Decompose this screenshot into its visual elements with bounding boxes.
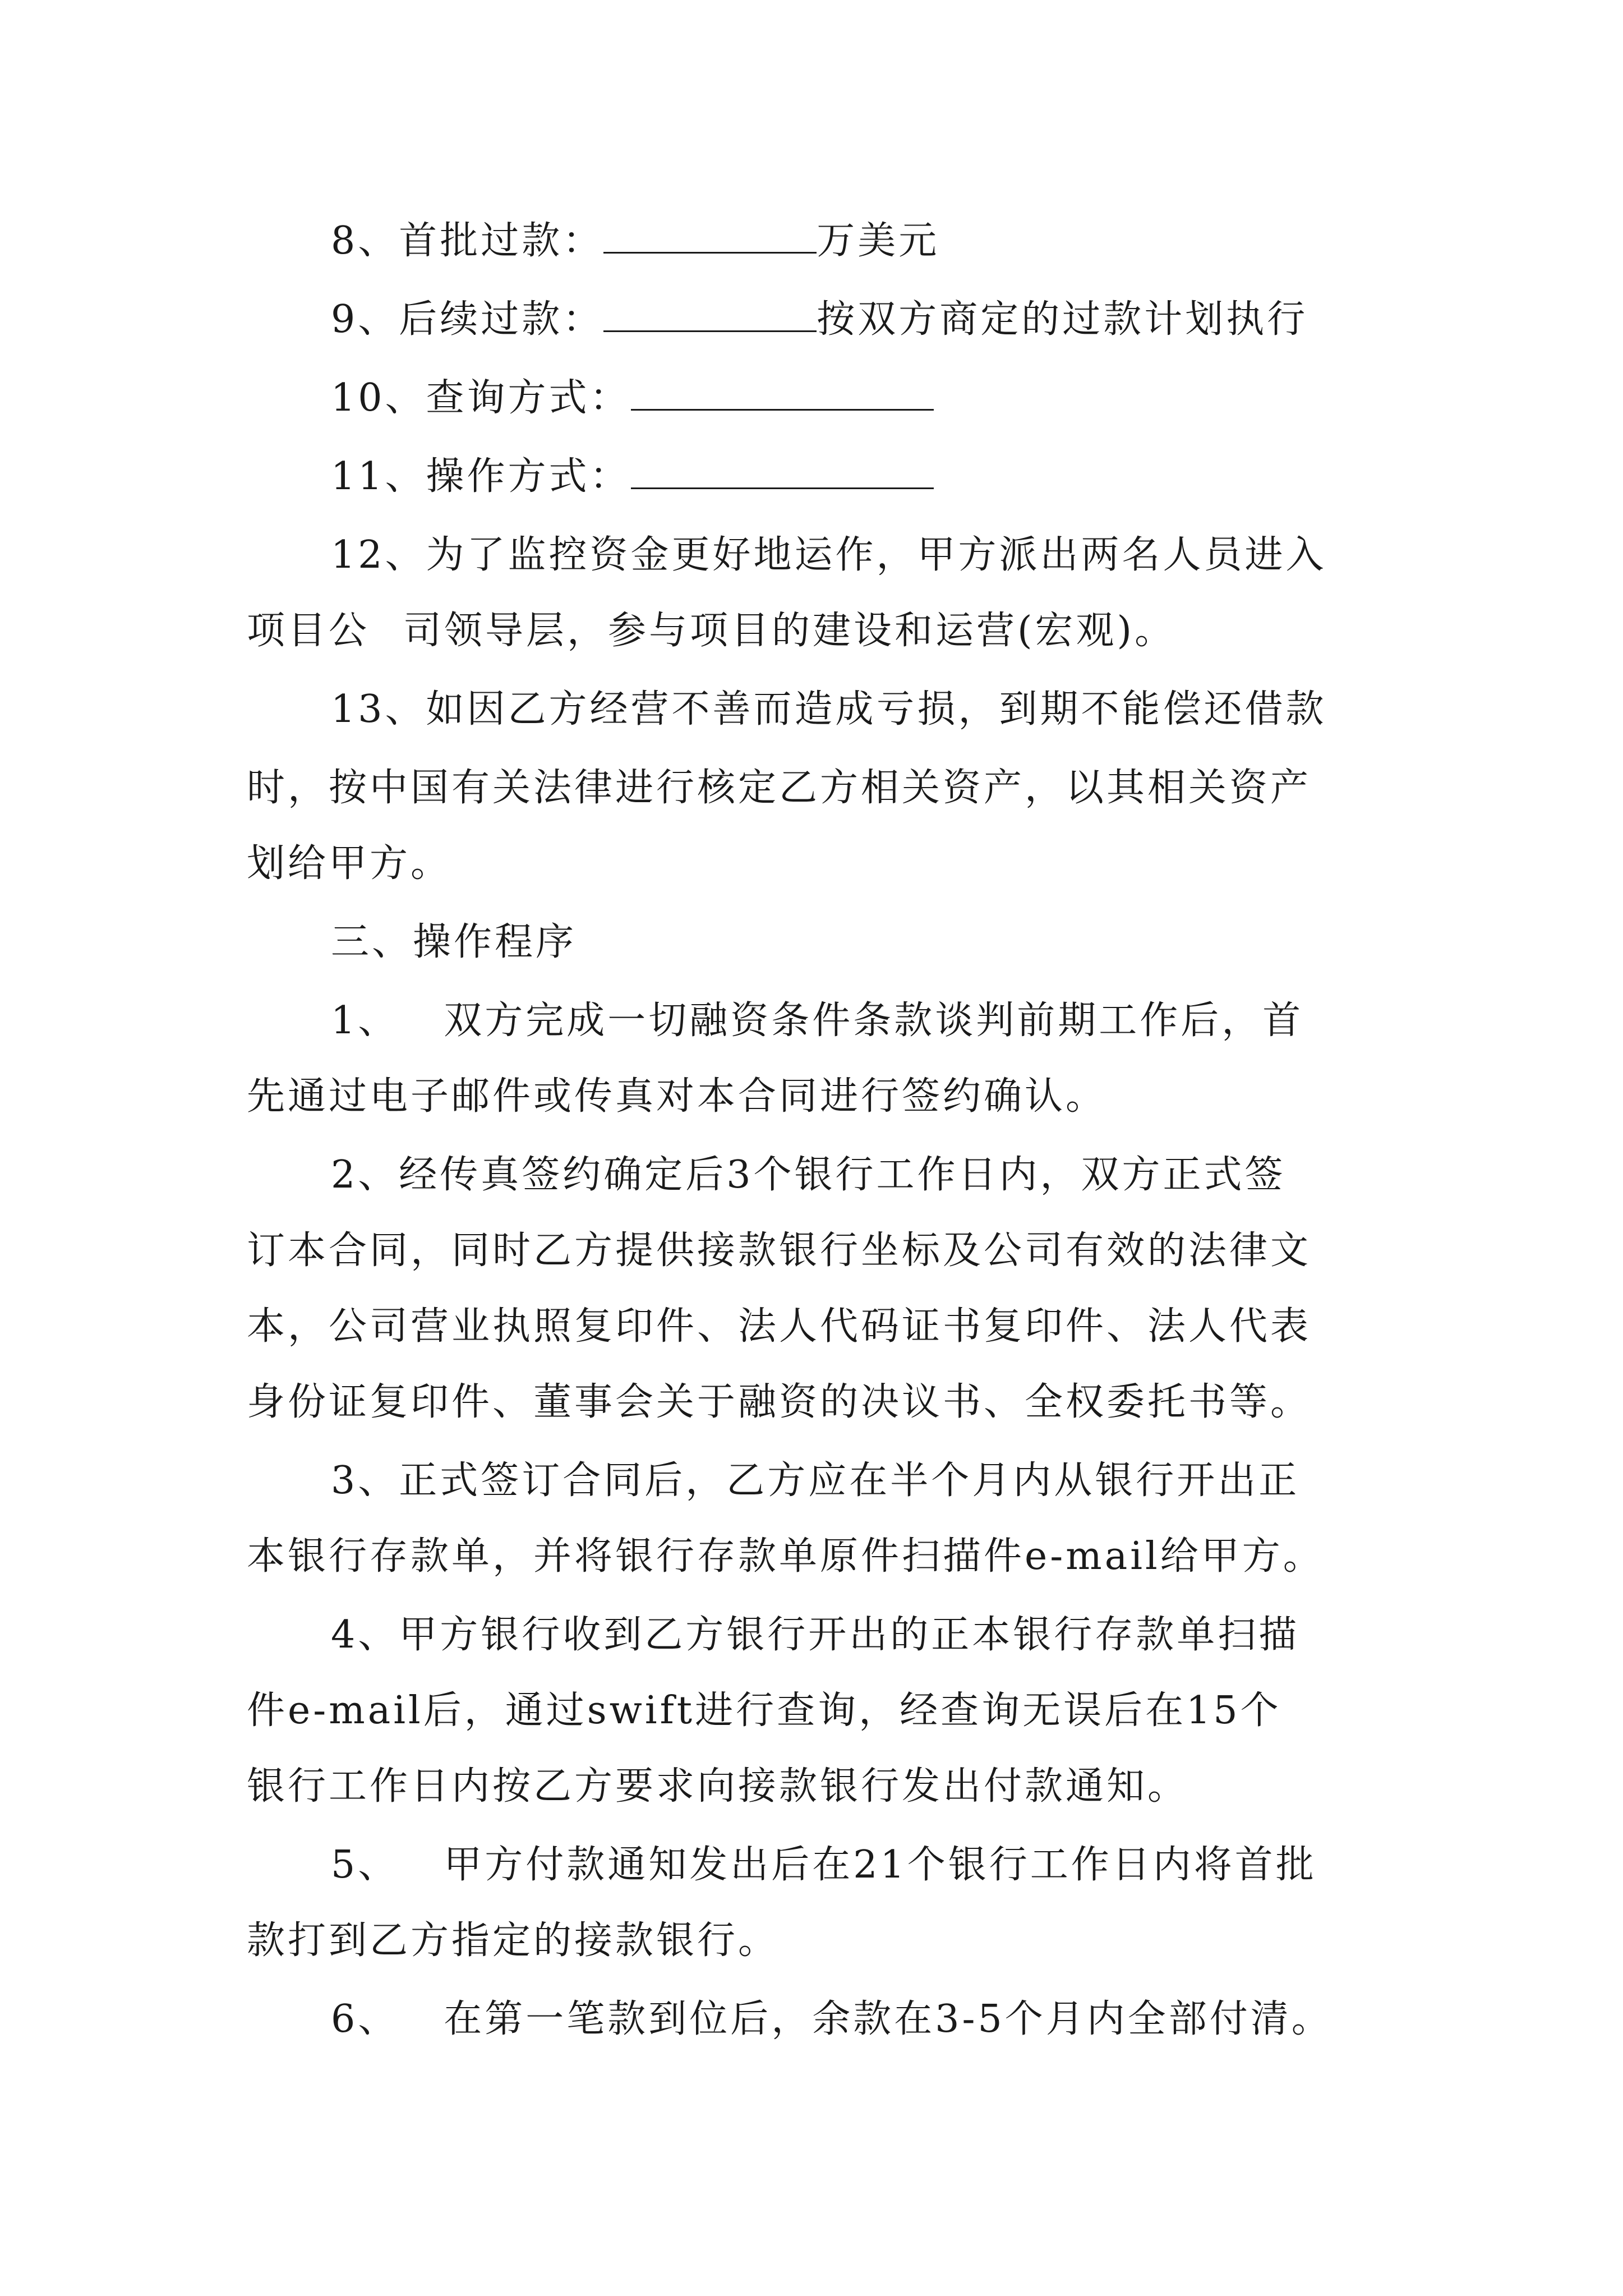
clause-9-label: 9、后续过款： bbox=[331, 297, 604, 342]
step-4-line-3: 银行工作日内按乙方要求向接款银行发出付款通知。 bbox=[247, 1764, 1189, 1809]
blank-field-first-payment bbox=[603, 219, 817, 254]
step-2-line-3: 本，公司营业执照复印件、法人代码证书复印件、法人代表 bbox=[247, 1304, 1312, 1349]
step-5-line-1 bbox=[331, 1843, 1317, 1888]
clause-8-suffix: 万美元 bbox=[817, 219, 940, 263]
step-5-number: 5、 bbox=[331, 1843, 399, 1887]
clause-10 bbox=[331, 376, 934, 421]
clause-8-label: 8、首批过款： bbox=[331, 219, 604, 263]
clause-8 bbox=[331, 219, 939, 264]
step-6-text: 在第一笔款到位后，余款在3-5个月内全部付清。 bbox=[444, 1997, 1332, 2041]
clause-11-label: 11、操作方式： bbox=[331, 454, 631, 499]
step-2-line-2: 订本合同，同时乙方提供接款银行坐标及公司有效的法律文 bbox=[247, 1228, 1312, 1273]
step-4-line-1: 4、甲方银行收到乙方银行开出的正本银行存款单扫描 bbox=[331, 1613, 1300, 1657]
step-6-line-1 bbox=[331, 1997, 1332, 2042]
clause-12-line-2a: 项目公 bbox=[247, 609, 370, 653]
step-1-text: 双方完成一切融资条件条款谈判前期工作后，首 bbox=[444, 999, 1304, 1043]
step-5-text: 甲方付款通知发出后在21个银行工作日内将首批 bbox=[444, 1843, 1317, 1887]
clause-10-label: 10、查询方式： bbox=[331, 376, 631, 420]
clause-9-suffix: 按双方商定的过款计划执行 bbox=[817, 297, 1308, 342]
step-3-line-2: 本银行存款单，并将银行存款单原件扫描件e-mail给甲方。 bbox=[247, 1534, 1324, 1579]
step-1-number: 1、 bbox=[331, 999, 399, 1043]
step-2-line-1: 2、经传真签约确定后3个银行工作日内，双方正式签 bbox=[331, 1153, 1286, 1197]
clause-13-line-1: 13、如因乙方经营不善而造成亏损，到期不能偿还借款 bbox=[331, 687, 1327, 731]
step-3-line-1: 3、正式签订合同后，乙方应在半个月内从银行开出正 bbox=[331, 1458, 1300, 1503]
clause-9 bbox=[331, 297, 1308, 342]
clause-12-line-2 bbox=[247, 609, 1175, 654]
clause-12-line-1: 12、为了监控资金更好地运作，甲方派出两名人员进入 bbox=[331, 533, 1327, 577]
section-heading: 三、操作程序 bbox=[331, 920, 577, 964]
step-6-number: 6、 bbox=[331, 1997, 399, 2041]
step-4-line-2: 件e-mail后，通过swift进行查询，经查询无误后在15个 bbox=[247, 1688, 1281, 1733]
clause-11 bbox=[331, 454, 934, 499]
step-1-line-1 bbox=[331, 999, 1303, 1043]
clause-13-line-2: 时，按中国有关法律进行核定乙方相关资产，以其相关资产 bbox=[247, 766, 1312, 810]
blank-field-operation-method bbox=[631, 455, 934, 489]
clause-12-line-2b: 司领导层，参与项目的建设和运营(宏观)。 bbox=[403, 609, 1176, 653]
blank-field-query-method bbox=[631, 376, 934, 411]
step-2-line-4: 身份证复印件、董事会关于融资的决议书、全权委托书等。 bbox=[247, 1380, 1312, 1424]
clause-13-line-3: 划给甲方。 bbox=[247, 841, 452, 886]
blank-field-subsequent-payment bbox=[603, 298, 817, 332]
step-5-line-2: 款打到乙方指定的接款银行。 bbox=[247, 1918, 780, 1963]
step-1-line-2: 先通过电子邮件或传真对本合同进行签约确认。 bbox=[247, 1074, 1107, 1119]
